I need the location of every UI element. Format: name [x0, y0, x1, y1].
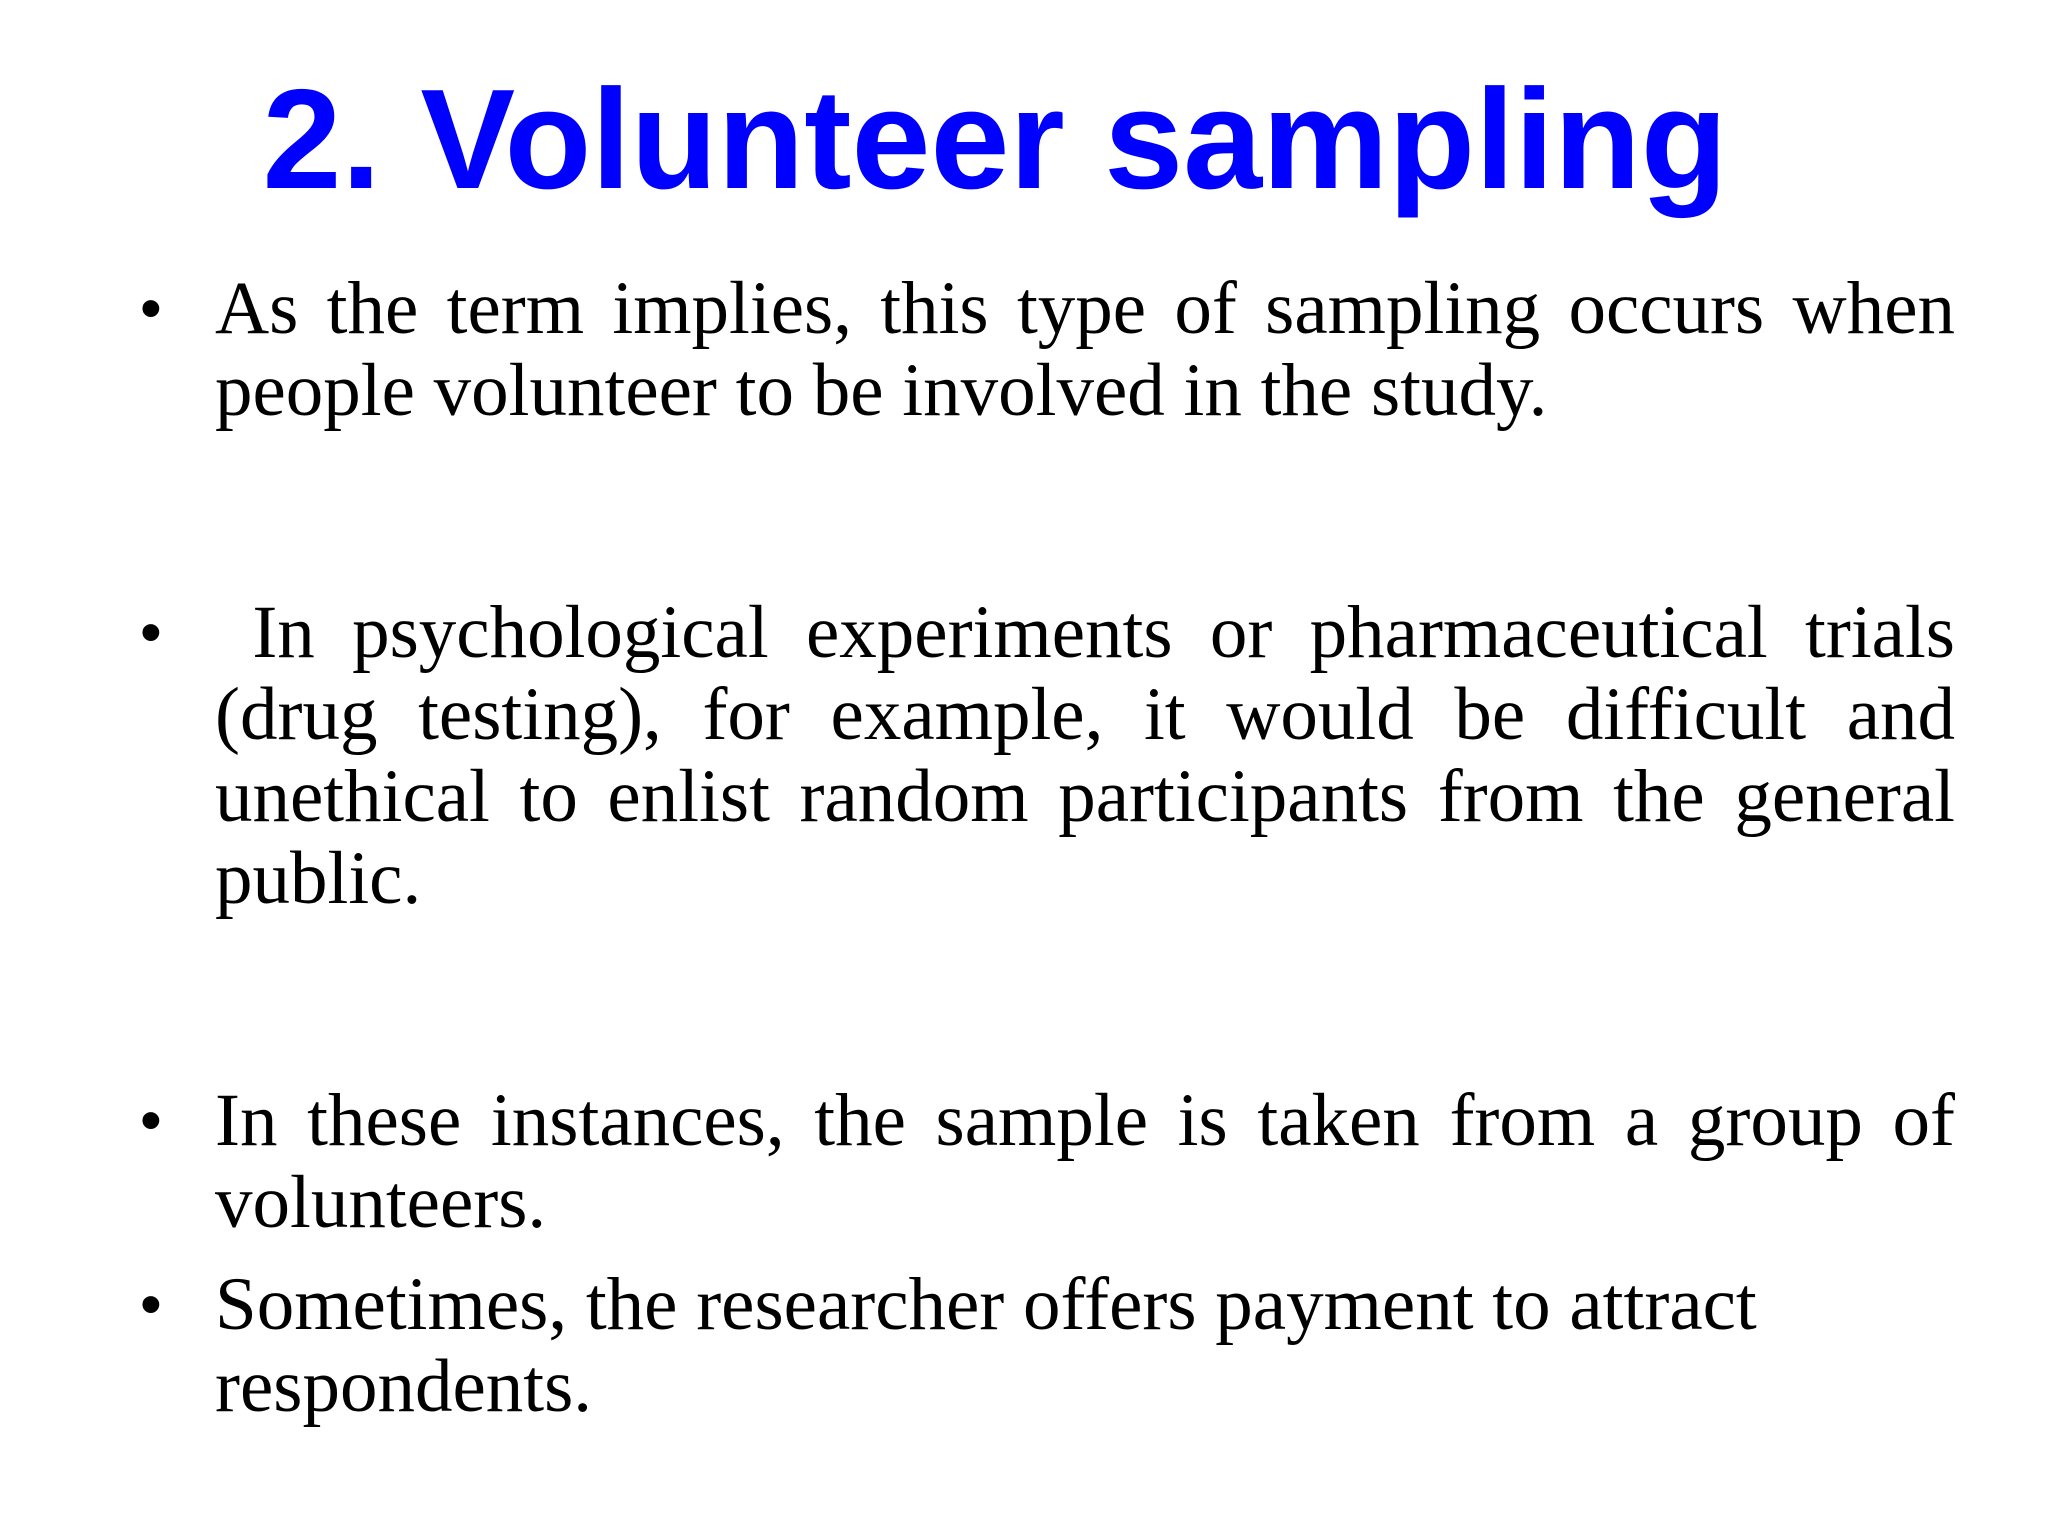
bullet-text: In psychological experiments or pharmaceutical trials (drug testing), for example, it would be difficult and unethical to enlist random participants from the general public.: [215, 591, 1955, 920]
bullet-item: [140, 268, 1955, 432]
bullet-icon: •: [140, 1270, 162, 1339]
bullet-text: Sometimes, the researcher offers payment to attract respondents.: [215, 1263, 1757, 1428]
bullet-item: [140, 1080, 1955, 1244]
bullet-list: [140, 268, 1955, 1428]
bullet-item: [140, 592, 1955, 920]
bullet-icon: •: [140, 598, 162, 667]
bullet-icon: •: [140, 1086, 162, 1155]
bullet-text: In these instances, the sample is taken from a group of volunteers.: [215, 1079, 1955, 1244]
bullet-icon: •: [140, 274, 162, 343]
slide-title: 2. Volunteer sampling: [262, 60, 1728, 219]
bullet-text: As the term implies, this type of sampling occurs when people volunteer to be involved in the study.: [215, 267, 1955, 432]
bullet-item: [140, 1264, 1955, 1428]
